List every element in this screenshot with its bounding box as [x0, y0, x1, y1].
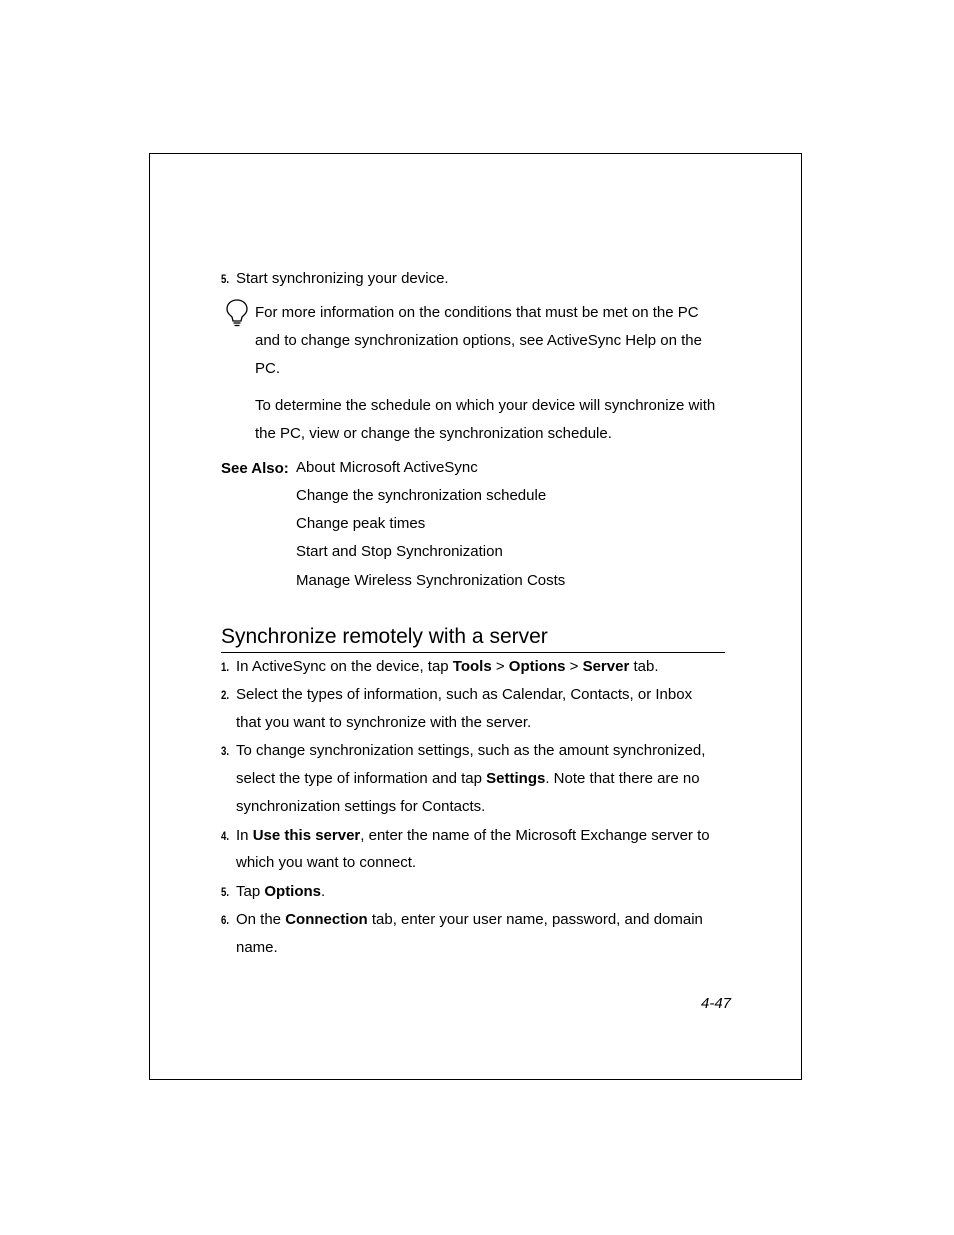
see-also-link[interactable]: Manage Wireless Synchronization Costs: [296, 572, 566, 589]
see-also-link[interactable]: Start and Stop Synchronization: [296, 543, 503, 560]
note-line: and to change synchronization options, see ActiveSync Help on the: [255, 332, 702, 349]
step-number-3: 3.: [221, 744, 230, 758]
note-line: For more information on the conditions that must be met on the PC: [255, 304, 699, 321]
step-number-2: 2.: [221, 688, 230, 702]
see-also-link[interactable]: Change peak times: [296, 515, 426, 532]
step-3-text: synchronization settings for Contacts.: [236, 798, 486, 815]
step-6-text: name.: [236, 939, 278, 956]
note-line: To determine the schedule on which your device will synchronize with: [255, 397, 716, 414]
see-also-label: See Also:: [221, 460, 289, 477]
see-also-link[interactable]: Change the synchronization schedule: [296, 487, 547, 504]
note-line: PC.: [255, 360, 281, 377]
see-also-link[interactable]: About Microsoft ActiveSync: [296, 459, 478, 476]
step-2-text: Select the types of information, such as Calendar, Contacts, or Inbox: [236, 686, 693, 703]
step-item: [221, 270, 231, 288]
step-2-text: that you want to synchronize with the server.: [236, 714, 532, 731]
step-5-text: Tap Options.: [236, 883, 326, 900]
step-1-text: In ActiveSync on the device, tap Tools > Options > Server tab.: [236, 658, 659, 675]
note-line: the PC, view or change the synchronization schedule.: [255, 425, 612, 442]
step-3-text: select the type of information and tap Settings. Note that there are no: [236, 770, 700, 787]
step-number: 5.: [221, 272, 230, 286]
step-number-6: 6.: [221, 913, 230, 927]
step-number-1: 1.: [221, 660, 230, 674]
lightbulb-icon: [225, 298, 249, 328]
step-number-5: 5.: [221, 885, 230, 899]
step-number-4: 4.: [221, 829, 230, 843]
step-3-text: To change synchronization settings, such as the amount synchronized,: [236, 742, 706, 759]
page-number: 4-47: [701, 995, 732, 1012]
step-text: Start synchronizing your device.: [236, 270, 449, 287]
step-4-text: In Use this server, enter the name of the Microsoft Exchange server to: [236, 827, 710, 844]
section-heading: Synchronize remotely with a server: [221, 624, 725, 653]
step-4-text: which you want to connect.: [236, 854, 417, 871]
step-6-text: On the Connection tab, enter your user name, password, and domain: [236, 911, 703, 928]
